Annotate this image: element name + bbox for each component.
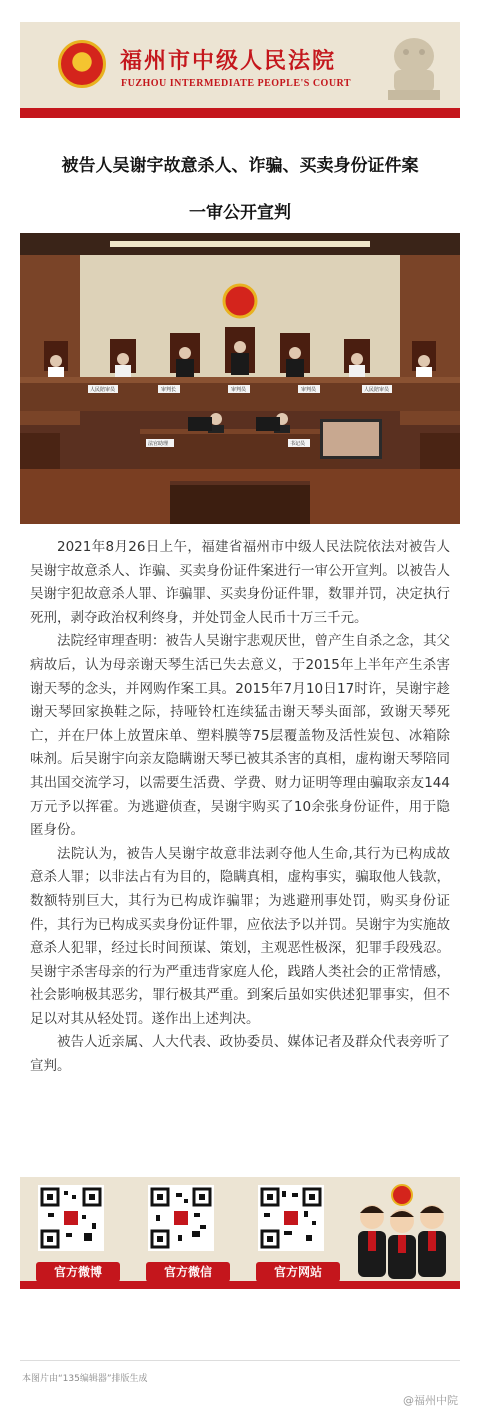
qr-website[interactable] (258, 1185, 338, 1282)
qr-label: 官方微博 (36, 1262, 120, 1282)
editor-credit: 本图片由“135编辑器”排版生成 (22, 1374, 148, 1384)
desk-sign: 书记员 (290, 441, 306, 447)
qr-wechat[interactable] (148, 1185, 228, 1282)
qr-code-icon (148, 1185, 214, 1251)
bench-sign: 审判长 (161, 387, 177, 393)
courtroom-photo (20, 233, 460, 524)
footer-banner (20, 1177, 460, 1289)
paragraph: 法院认为，被告人吴谢宇故意非法剥夺他人生命,其行为已构成故意杀人罪；以非法占有为目的，隐瞒真相，虚构事实，骗取他人钱款，数额特别巨大，其行为已构成诈骗罪；为逃避刑事处罚，购买身份证件，其行为已构成买卖身份证件罪，应依法予以并罚。吴谢宇为实施故意杀人犯罪，经过长时间预谋、策划，主观恶性极深，犯罪手段残忍。吴谢宇杀害母亲的行为严重违背家庭人伦，践踏人类社会的正常情感，社会影响极其恶劣，罪行极其严重。到案后虽如实供述犯罪事实，但不足以对其从轻处罚。遂作出上述判决。 (30, 845, 450, 1027)
divider (20, 1360, 460, 1361)
qr-label: 官方网站 (256, 1262, 340, 1282)
lion-statue-icon (378, 28, 450, 104)
paragraph: 被告人近亲属、人大代表、政协委员、媒体记者及群众代表旁听了宣判。 (30, 1034, 450, 1075)
qr-code-icon (38, 1185, 104, 1251)
qr-label: 官方微信 (146, 1262, 230, 1282)
paragraph: 2021年8月26日上午，福建省福州市中级人民法院依法对被告人吴谢宇故意杀人、诈骗、买卖身份证件案进行一审公开宣判。以被告人吴谢宇犯故意杀人罪、诈骗罪、买卖身份证件罪，数罪并罚，决定执行死刑，剥夺政治权利终身，并处罚金人民币十万三千元。 (30, 539, 450, 626)
bench-sign: 审判员 (301, 387, 317, 393)
watermark: @福州中院 (403, 1394, 458, 1407)
bench-sign: 审判员 (231, 387, 247, 393)
court-emblem-icon (58, 40, 106, 88)
bench-sign: 人民陪审员 (364, 387, 390, 393)
qr-code-icon (258, 1185, 324, 1251)
header-banner (20, 22, 460, 118)
bench-sign: 人民陪审员 (90, 387, 116, 393)
article-title-line-1: 被告人吴谢宇故意杀人、诈骗、买卖身份证件案 (61, 156, 419, 176)
cartoon-judges-icon (350, 1181, 454, 1281)
article-body (30, 536, 450, 1079)
national-emblem-icon (224, 285, 256, 317)
article-title-line-2: 一审公开宣判 (189, 203, 291, 223)
qr-weibo[interactable] (38, 1185, 118, 1282)
desk-sign: 法官助理 (148, 441, 169, 447)
court-name-english: FUZHOU INTERMEDIATE PEOPLE'S COURT (121, 78, 352, 89)
paragraph: 法院经审理查明：被告人吴谢宇悲观厌世，曾产生自杀之念，其父病故后，认为母亲谢天琴生活已失去意义，于2015年上半年产生杀害谢天琴的念头，并网购作案工具。2015年7月10日17时许，吴谢宇趁谢天琴回家换鞋之际，持哑铃杠连续猛击谢天琴头面部，致谢天琴死亡，并在尸体上放置床单、塑料膜等75层覆盖物及活性炭包、冰箱除味剂。后吴谢宇向亲友隐瞒谢天琴已被其杀害的真相，虚构谢天琴陪同其出国交流学习，以需要生活费、学费、财力证明等理由骗取亲友144万元予以挥霍。为逃避侦查，吴谢宇购买了10余张身份证件，用于隐匿身份。 (30, 633, 450, 839)
court-name: 福州市中级人民法院 (120, 48, 337, 74)
